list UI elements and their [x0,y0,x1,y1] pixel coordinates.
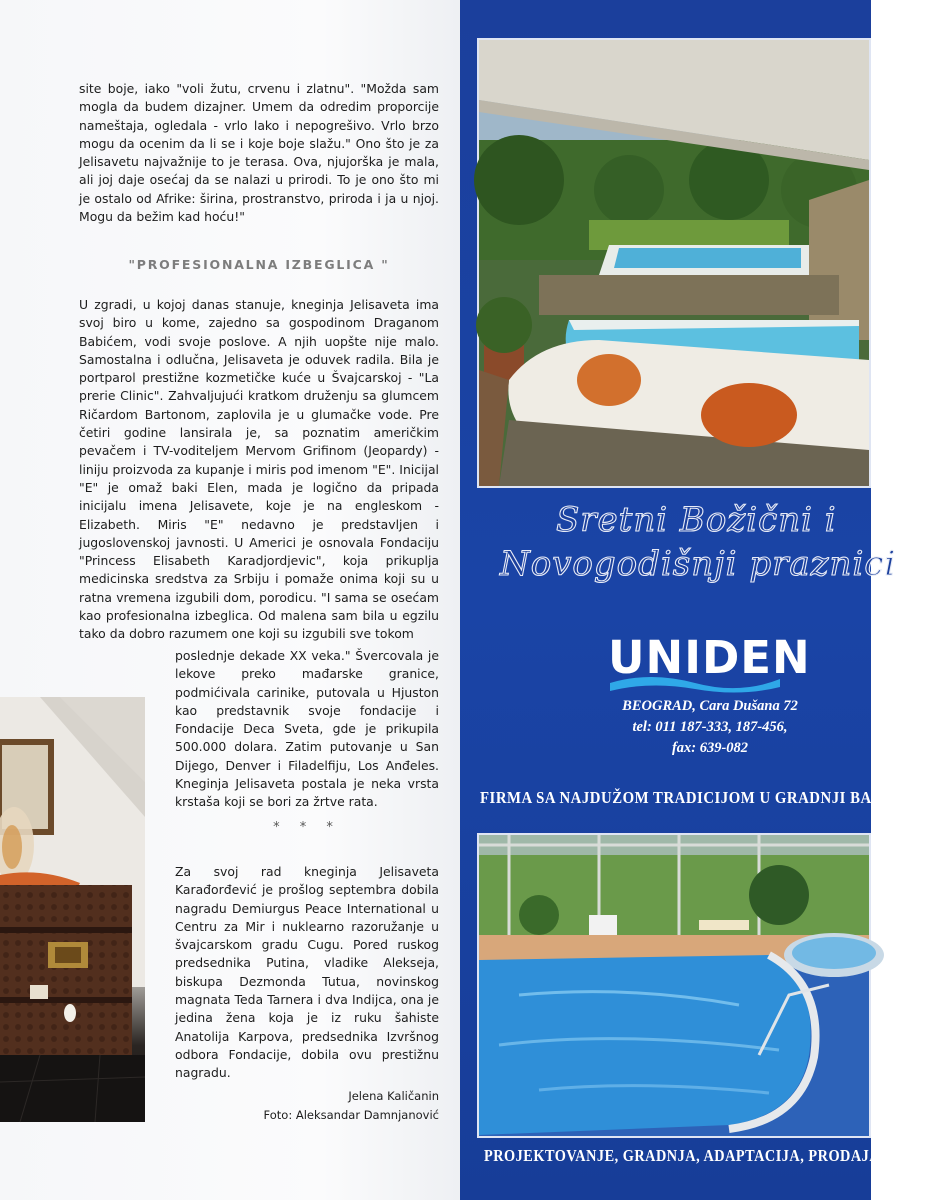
room-photo-drawing [0,697,145,1122]
article-intro-paragraph: site boje, iako "voli žutu, crvenu i zlatnu". "Možda sam mogla da budem dizajner. Umem da odredim proporcije nameštaja, ogledala - vrlo lako i nepogrešivo. Vrlo brzo mogu da ocenim da li se i koje boje slažu." Ono što je za Jelisavetu najvažnije to je terasa. Ova, njujorška je mala, ali joj daje osećaj da se nalazi u prirodi. To je ono što mi je ostalo od Afrike: širina, prostranstvo, priroda i ja u njoj. Mogu da bežim kad hoću!" [79,81,439,225]
greeting-line-1: Sretni Božični i [556,500,837,540]
section-separator: * * * [273,820,341,835]
wave-logo-icon [610,669,780,699]
indoor-pool-drawing [479,835,869,1136]
uniden-logo-text: UNIDEN [608,631,811,684]
article-body-paragraph-1: U zgradi, u kojoj danas stanuje, kneginja Jelisaveta ima svoj biro u kome, zajedno sa gospodinom Draganom Babićem, vodi svoje poslove. A njih uopšte nije malo. Samostalna i odlučna, Jelisaveta je oduvek radila. Bila je portparol prestižne kozmetičke kuće u Švajcarskoj - "La prerie Clinic". Zahvaljujući kratkom druženju sa glumcem Ričardom Bartonom, zaplovila je u glumačke vode. Pre četiri godine lansirala je, sa poznatim američkim pevačem i TV-voditeljem Mervom Grifinom (Jeopardy) - liniju proizvoda za kupanje i miris pod imenom "E". Inicijal "E" je omaž baki Elen, mada je logično da pripada inicijalu imena Jelisavete, koje je na engleskom - Elizabeth. Miris "E" nedavno je predstavljen i jugoslovenskoj javnosti. U Americi je osnovala Fondaciju "Princess Elisabeth Karadjordjevic", koja prikuplja medicinska sredstva za Srbiju i pomaže onima koji su u ratna vremena izgubili dom, porodicu. "I sama se osećam kao profesionalna izbeglica. Od malena sam bila u egzilu tako da dobro razumem one koji su izgubili sve tokom [79,297,439,642]
author-name: Jelena Kaličanin [348,1089,439,1103]
article-body-paragraph-3: Za svoj rad kneginja Jelisaveta Karađorđević je prošlog septembra dobila nagradu Demiurgus Peace International u Centru za Mir i nuklearno razoružanje u švajcarskom gradu Cugu. Pored ruskog predsednika Putina, vladike Alekseja, biskupa Dezmonda Tutua, novinskog magnata Teda Tarnera i dva Indijca, ona je jedina žena koja je iz ruku šahiste Anatolija Karpova, predsednika Izvršnog odbora Fondacije, dobila ovu prestižnu nagradu. [175,864,439,1081]
photo-credit: Foto: Aleksandar Damnjanović [263,1108,439,1122]
room-photo [0,697,145,1122]
greeting-line-2: Novogodišnji praznici [500,544,897,584]
article-page [0,0,460,1200]
terrace-pool-photo [477,38,871,488]
terrace-pool-drawing [479,40,869,486]
services-tagline: PROJEKTOVANJE, GRADNJA, ADAPTACIJA, PRODAJA OPREME [484,1146,949,1165]
company-tagline: FIRMA SA NAJDUŽOM TRADICIJOM U GRADNJI BAZENA [480,788,915,807]
article-credits [175,1087,439,1125]
uniden-advertisement [460,0,949,1200]
indoor-pool-photo [477,833,871,1138]
contact-phone: tel: 011 187-333, 187-456, [632,719,788,735]
article-subheading: "PROFESIONALNA IZBEGLICA " [128,257,390,272]
article-body-paragraph-2: poslednje dekade XX veka." Švercovala je lekove preko mađarske granice, podmićivala carinike, putovala u Hjuston kao predstavnik svoje fondacije i Fondacije Deca Sveta, gde je prikupila 500.000 dolara. Zatim putovanje u San Dijego, Denver i Filadelfiju, Los Anđeles. Kneginja Jelisaveta postala je neka vrsta krstaša koji se bori za žrtve rata. [175,648,439,810]
contact-fax: fax: 639-082 [671,740,749,756]
contact-address: BEOGRAD, Cara Dušana 72 [622,698,798,714]
